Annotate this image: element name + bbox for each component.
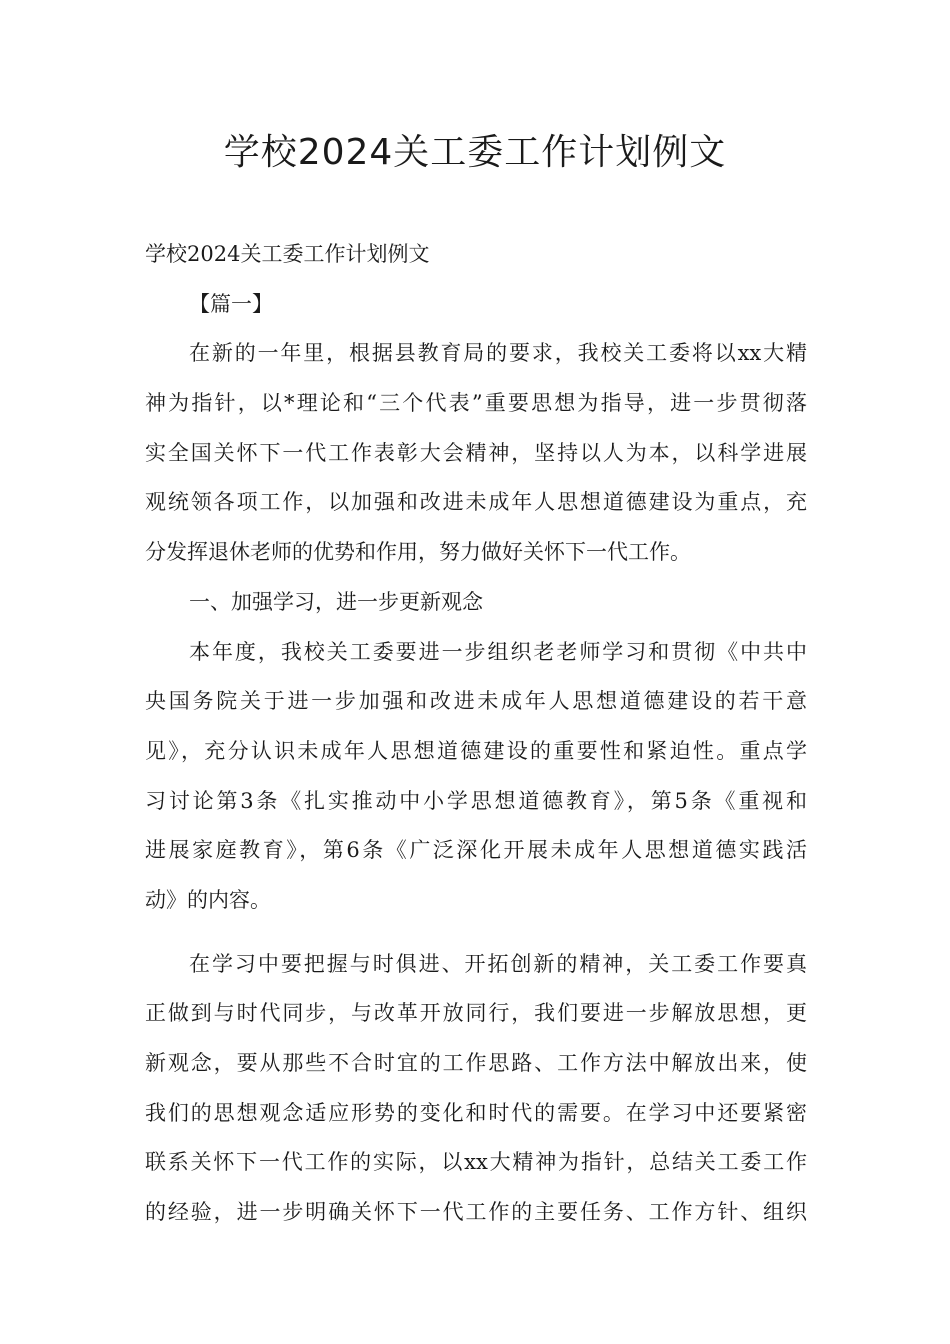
section-heading-text: 一、加强学习，进一步更新观念 — [189, 589, 483, 614]
paragraph-line: 正做到与时代同步，与改革开放同行，我们要进一步解放思想，更 — [145, 1001, 807, 1026]
paragraph-line: 新观念，要从那些不合时宜的工作思路、工作方法中解放出来，使 — [145, 1051, 807, 1075]
paragraph-line: 本年度，我校关工委要进一步组织老老师学习和贯彻《中共中 — [189, 639, 807, 664]
paragraph-line: 在新的一年里，根据县教育局的要求，我校关工委将以xx大精 — [189, 341, 807, 366]
paragraph-line: 进展家庭教育》，第6条《广泛深化开展未成年人思想道德实践活 — [145, 838, 807, 863]
document-body — [145, 230, 807, 1238]
paragraph — [145, 628, 807, 926]
section-heading — [145, 578, 807, 628]
document-subtitle: 学校2024关工委工作计划例文 — [145, 242, 430, 266]
paragraph-line: 实全国关怀下一代工作表彰大会精神，坚持以人为本，以科学进展 — [145, 440, 807, 465]
paragraph-line: 观统领各项工作，以加强和改进未成年人思想道德建设为重点，充 — [145, 490, 807, 515]
paragraph-line: 见》，充分认识未成年人思想道德建设的重要性和紧迫性。重点学 — [145, 738, 807, 763]
paragraph-line: 的经验，进一步明确关怀下一代工作的主要任务、工作方针、组织 — [145, 1200, 807, 1225]
paragraph-gap — [145, 926, 807, 940]
paragraph-line: 我们的思想观念适应形势的变化和时代的需要。在学习中还要紧密 — [145, 1100, 807, 1125]
paragraph-line: 神为指针，以*理论和“三个代表”重要思想为指导，进一步贯彻落 — [145, 391, 807, 416]
paragraph-line: 动》的内容。 — [145, 887, 271, 912]
paragraph-line: 在学习中要把握与时俱进、开拓创新的精神，关工委工作要真 — [189, 951, 807, 976]
paragraph-line: 联系关怀下一代工作的实际，以xx大精神为指针，总结关工委工作 — [145, 1150, 807, 1175]
section-marker: 【篇一】 — [189, 291, 273, 316]
paragraph — [145, 940, 807, 1238]
document-title: 学校2024关工委工作计划例文 — [223, 132, 727, 173]
paragraph-line: 分发挥退休老师的优势和作用，努力做好关怀下一代工作。 — [145, 540, 691, 565]
paragraph-line: 习讨论第3条《扎实推动中小学思想道德教育》，第5条《重视和 — [145, 788, 807, 813]
paragraph — [145, 329, 807, 577]
paragraph-line: 央国务院关于进一步加强和改进未成年人思想道德建设的若干意 — [145, 689, 807, 714]
